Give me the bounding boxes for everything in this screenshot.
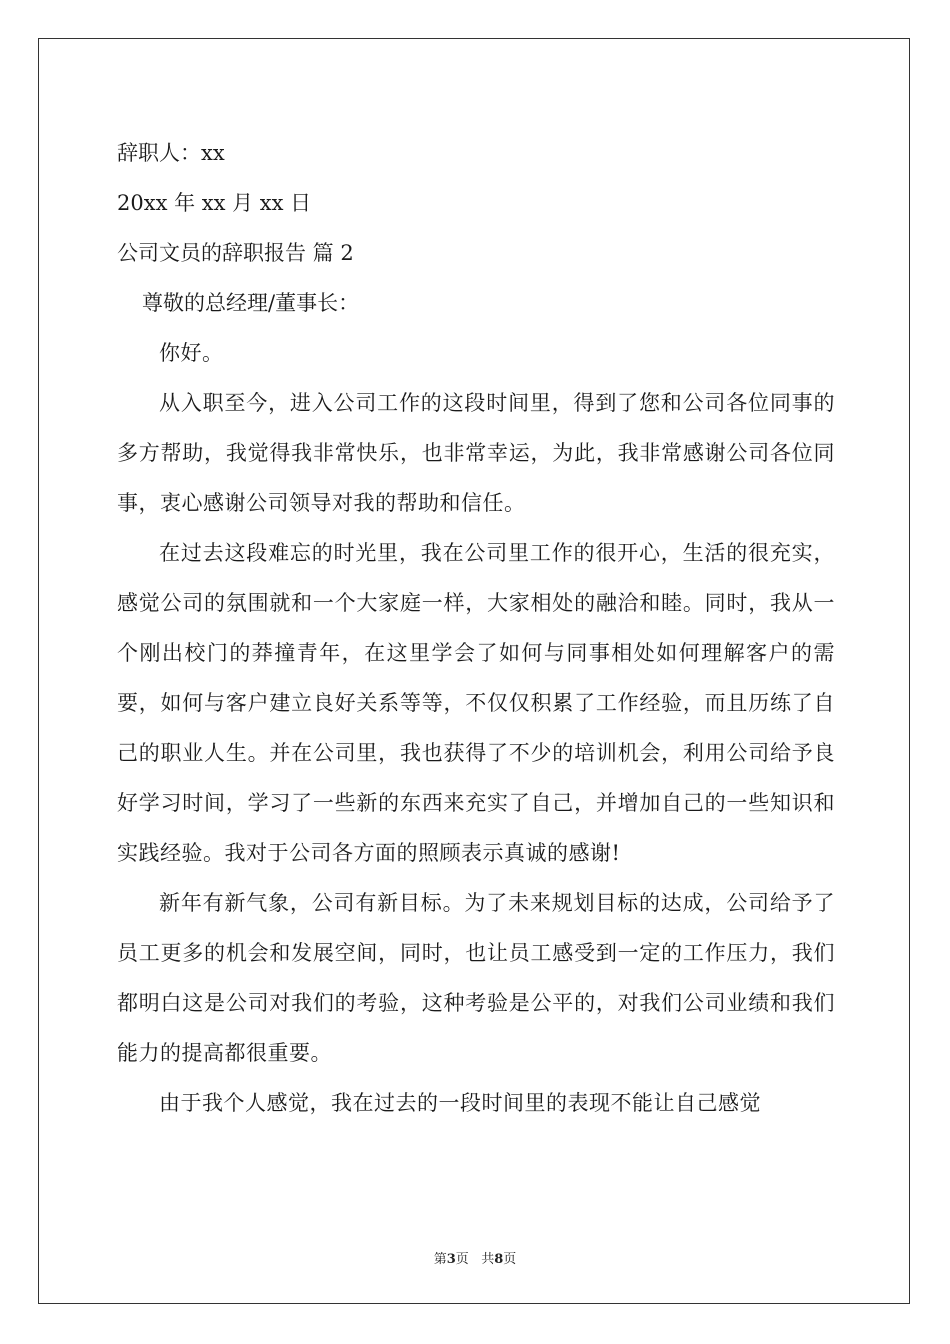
- page-suffix: 页: [455, 1252, 469, 1267]
- paragraph: 新年有新气象，公司有新目标。为了未来规划目标的达成，公司给予了员工更多的机会和发展空间，同时，也让员工感受到一定的工作压力，我们都明白这是公司对我们的考验，这种考验是公平的，对我们公司业绩和我们能力的提高都很重要。: [117, 891, 835, 1065]
- page-number: 3: [446, 1252, 456, 1267]
- total-prefix: 共: [481, 1252, 495, 1267]
- paragraph: 在过去这段难忘的时光里，我在公司里工作的很开心，生活的很充实，感觉公司的氛围就和一个大家庭一样，大家相处的融洽和睦。同时，我从一个刚出校门的莽撞青年，在这里学会了如何与同事相处如何理解客户的需要，如何与客户建立良好关系等等，不仅仅积累了工作经验，而且历练了自己的职业人生。并在公司里，我也获得了不少的培训机会，利用公司给予良好学习时间，学习了一些新的东西来充实了自己，并增加自己的一些知识和实践经验。我对于公司各方面的照顾表示真诚的感谢!: [117, 541, 835, 865]
- page-footer: [0, 1248, 950, 1267]
- paragraph: 从入职至今，进入公司工作的这段时间里，得到了您和公司各位同事的多方帮助，我觉得我非常快乐，也非常幸运，为此，我非常感谢公司各位同事，衷心感谢公司领导对我的帮助和信任。: [117, 391, 835, 515]
- date-line: 20xx 年 xx 月 xx 日: [117, 191, 312, 215]
- resigner-line: 辞职人：xx: [117, 141, 225, 165]
- document-body: [117, 128, 835, 1128]
- paragraph: 由于我个人感觉，我在过去的一段时间里的表现不能让自己感觉: [159, 1091, 761, 1115]
- greeting: 你好。: [159, 341, 224, 365]
- page-prefix: 第: [433, 1252, 447, 1267]
- section-title: 公司文员的辞职报告 篇 2: [117, 241, 354, 265]
- total-suffix: 页: [503, 1252, 517, 1267]
- total-pages: 8: [494, 1252, 504, 1267]
- salutation: 尊敬的总经理/董事长：: [142, 291, 360, 315]
